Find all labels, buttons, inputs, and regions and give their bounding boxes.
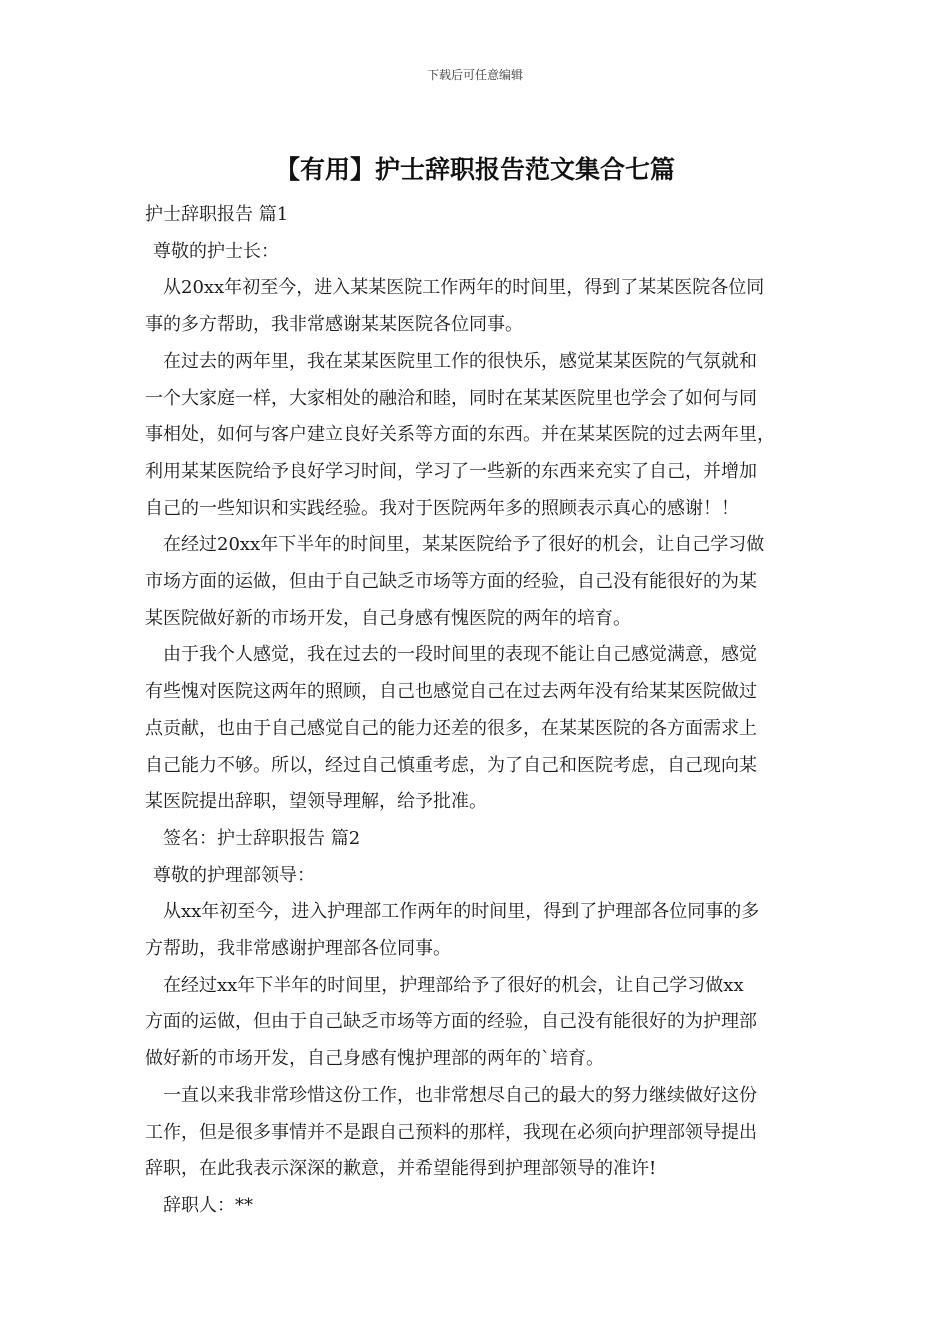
text-line: 护士辞职报告 篇1 [145, 204, 289, 225]
text-line: 尊敬的护士长： [153, 240, 279, 262]
text-line: 方帮助，我非常感谢护理部各位同事。 [145, 938, 451, 960]
text-line: 尊敬的护理部领导： [153, 864, 315, 886]
text-line: 做好新的市场开发，自己身感有愧护理部的两年的`培育。 [145, 1048, 604, 1070]
text-line: 辞职，在此我表示深深的歉意，并希望能得到护理部领导的准许! [145, 1158, 657, 1180]
text-line: 在经过20xx年下半年的时间里，某某医院给予了很好的机会，让自己学习做 [163, 534, 765, 556]
header-note: 下载后可任意编辑 [426, 68, 523, 82]
text-line: 从20xx年初至今，进入某某医院工作两年的时间里，得到了某某医院各位同 [163, 277, 765, 299]
text-line: 市场方面的运做，但由于自己缺乏市场等方面的经验，自己没有能很好的为某 [145, 571, 757, 593]
text-line: 事相处，如何与客户建立良好关系等方面的东西。并在某某医院的过去两年里， [145, 424, 775, 446]
text-line: 方面的运做，但由于自己缺乏市场等方面的经验，自己没有能很好的为护理部 [145, 1011, 757, 1033]
document-title: 【有用】护士辞职报告范文集合七篇 [274, 155, 675, 184]
text-line: 工作，但是很多事情并不是跟自己预料的那样，我现在必须向护理部领导提出 [145, 1121, 757, 1143]
text-line: 一个大家庭一样，大家相处的融洽和睦，同时在某某医院里也学会了如何与同 [145, 387, 757, 409]
text-line: 辞职人：** [163, 1194, 253, 1216]
text-line: 一直以来我非常珍惜这份工作，也非常想尽自己的最大的努力继续做好这份 [163, 1084, 757, 1106]
text-line: 自己能力不够。所以，经过自己慎重考虑，为了自己和医院考虑，自己现向某 [145, 754, 757, 776]
text-line: 某医院做好新的市场开发，自己身感有愧医院的两年的培育。 [145, 607, 631, 629]
text-line: 在过去的两年里，我在某某医院里工作的很快乐，感觉某某医院的气氛就和 [163, 350, 757, 372]
text-line: 由于我个人感觉，我在过去的一段时间里的表现不能让自己感觉满意，感觉 [163, 644, 757, 666]
text-line: 自己的一些知识和实践经验。我对于医院两年多的照顾表示真心的感谢！！ [145, 497, 739, 519]
text-line: 事的多方帮助，我非常感谢某某医院各位同事。 [145, 314, 523, 336]
text-line: 利用某某医院给予良好学习时间，学习了一些新的东西来充实了自己，并增加 [145, 460, 757, 482]
text-line: 在经过xx年下半年的时间里，护理部给予了很好的机会，让自己学习做xx [163, 974, 744, 996]
document-body [145, 197, 825, 1225]
text-line: 有些愧对医院这两年的照顾，自己也感觉自己在过去两年没有给某某医院做过 [145, 681, 757, 703]
text-line: 从xx年初至今，进入护理部工作两年的时间里，得到了护理部各位同事的多 [163, 901, 760, 923]
text-line: 签名：护士辞职报告 篇2 [163, 827, 361, 849]
text-line: 某医院提出辞职，望领导理解，给予批准。 [145, 791, 487, 813]
text-line: 点贡献，也由于自己感觉自己的能力还差的很多，在某某医院的各方面需求上 [145, 717, 757, 739]
